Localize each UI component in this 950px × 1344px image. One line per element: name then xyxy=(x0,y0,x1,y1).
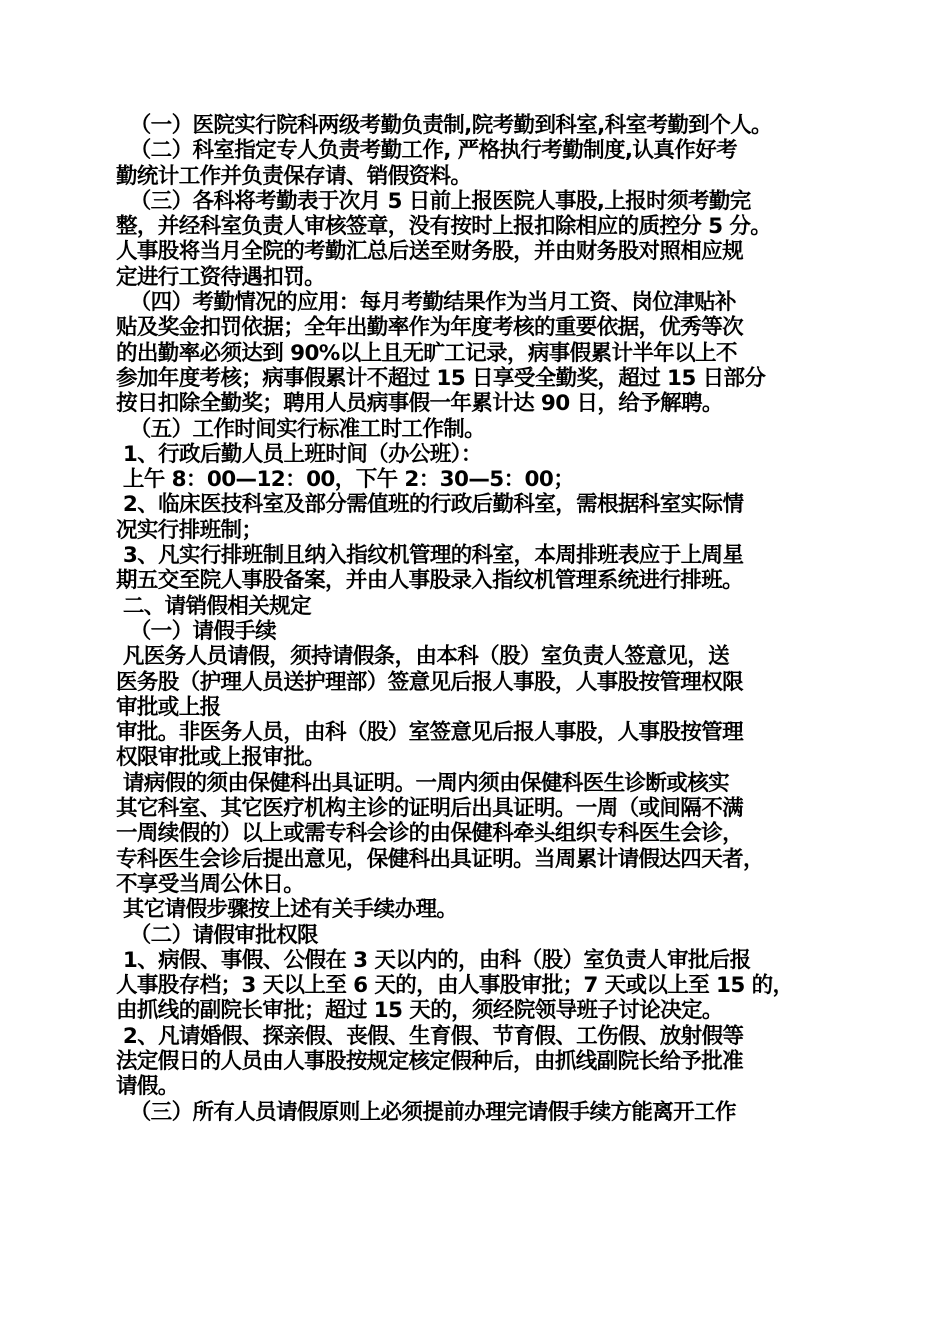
text-line: 3、凡实行排班制且纳入指纹机管理的科室，本周排班表应于上周星 xyxy=(116,543,744,569)
text-line: （四）考勤情况的应用：每月考勤结果作为当月工资、岗位津贴补 xyxy=(116,290,736,316)
text-line: 权限审批或上报审批。 xyxy=(116,745,326,771)
text-line: 其它请假步骤按上述有关手续办理。 xyxy=(116,897,458,923)
document-body xyxy=(116,113,846,1125)
text-line: 定进行工资待遇扣罚。 xyxy=(116,264,326,290)
text-line: 贴及奖金扣罚依据；全年出勤率作为年度考核的重要依据，优秀等次 xyxy=(116,315,744,341)
text-line: 1、病假、事假、公假在 3 天以内的，由科（股）室负责人审批后报 xyxy=(116,947,751,973)
text-line: 专科医生会诊后提出意见，保健科出具证明。当周累计请假达四天者， xyxy=(116,846,764,872)
text-line: （一）请假手续 xyxy=(116,618,277,644)
text-line: （一）医院实行院科两级考勤负责制,院考勤到科室,科室考勤到个人。 xyxy=(116,113,772,138)
text-line: （二）科室指定专人负责考勤工作, 严格执行考勤制度,认真作好考 xyxy=(116,138,737,164)
text-line: （三）各科将考勤表于次月 5 日前上报医院人事股,上报时须考勤完 xyxy=(116,188,751,214)
text-line: 请病假的须由保健科出具证明。一周内须由保健科医生诊断或核实 xyxy=(116,770,729,796)
text-line: 参加年度考核；病事假累计不超过 15 日享受全勤奖，超过 15 日部分 xyxy=(116,365,766,391)
text-line: 二、请销假相关规定 xyxy=(116,593,311,619)
text-line: 凡医务人员请假，须持请假条，由本科（股）室负责人签意见，送 xyxy=(116,644,729,670)
text-line: 2、凡请婚假、探亲假、丧假、生育假、节育假、工伤假、放射假等 xyxy=(116,1023,744,1049)
text-line: 1、行政后勤人员上班时间（办公班）： xyxy=(116,441,482,467)
text-line: 一周续假的）以上或需专科会诊的由保健科牵头组织专科医生会诊， xyxy=(116,821,744,847)
text-line: 审批。非医务人员，由科（股）室签意见后报人事股，人事股按管理 xyxy=(116,720,744,746)
text-line: 不享受当周公休日。 xyxy=(116,871,305,897)
text-line: 医务股（护理人员送护理部）签意见后报人事股，人事股按管理权限 xyxy=(116,669,744,695)
text-line: 的出勤率必须达到 90%以上且无旷工记录，病事假累计半年以上不 xyxy=(116,340,737,366)
text-line: 期五交至院人事股备案，并由人事股录入指纹机管理系统进行排班。 xyxy=(116,568,744,594)
text-line: 整，并经科室负责人审核签章，没有按时上报扣除相应的质控分 5 分。 xyxy=(116,214,772,240)
text-line: 按日扣除全勤奖；聘用人员病事假一年累计达 90 日，给予解聘。 xyxy=(116,391,723,417)
text-line: 人事股存档；3 天以上至 6 天的，由人事股审批；7 天或以上至 15 的， xyxy=(116,973,794,999)
text-line: 勤统计工作并负责保存请、销假资料。 xyxy=(116,163,472,189)
text-line: 法定假日的人员由人事股按规定核定假种后，由抓线副院长给予批准 xyxy=(116,1048,744,1074)
text-line: （五）工作时间实行标准工时工作制。 xyxy=(116,416,486,442)
text-line: （二）请假审批权限 xyxy=(116,922,318,948)
text-line: 2、临床医技科室及部分需值班的行政后勤科室，需根据科室实际情 xyxy=(116,492,744,518)
text-line: 人事股将当月全院的考勤汇总后送至财务股，并由财务股对照相应规 xyxy=(116,239,744,265)
text-line: 由抓线的副院长审批；超过 15 天的，须经院领导班子讨论决定。 xyxy=(116,998,723,1024)
text-line: 审批或上报 xyxy=(116,694,221,720)
text-line: 上午 8：00—12：00，下午 2：30—5：00； xyxy=(116,467,575,493)
text-line: 请假。 xyxy=(116,1074,179,1100)
text-line: 况实行排班制； xyxy=(116,517,263,543)
text-line: （三）所有人员请假原则上必须提前办理完请假手续方能离开工作 xyxy=(116,1099,736,1125)
text-line: 其它科室、其它医疗机构主诊的证明后出具证明。一周（或间隔不满 xyxy=(116,796,744,822)
